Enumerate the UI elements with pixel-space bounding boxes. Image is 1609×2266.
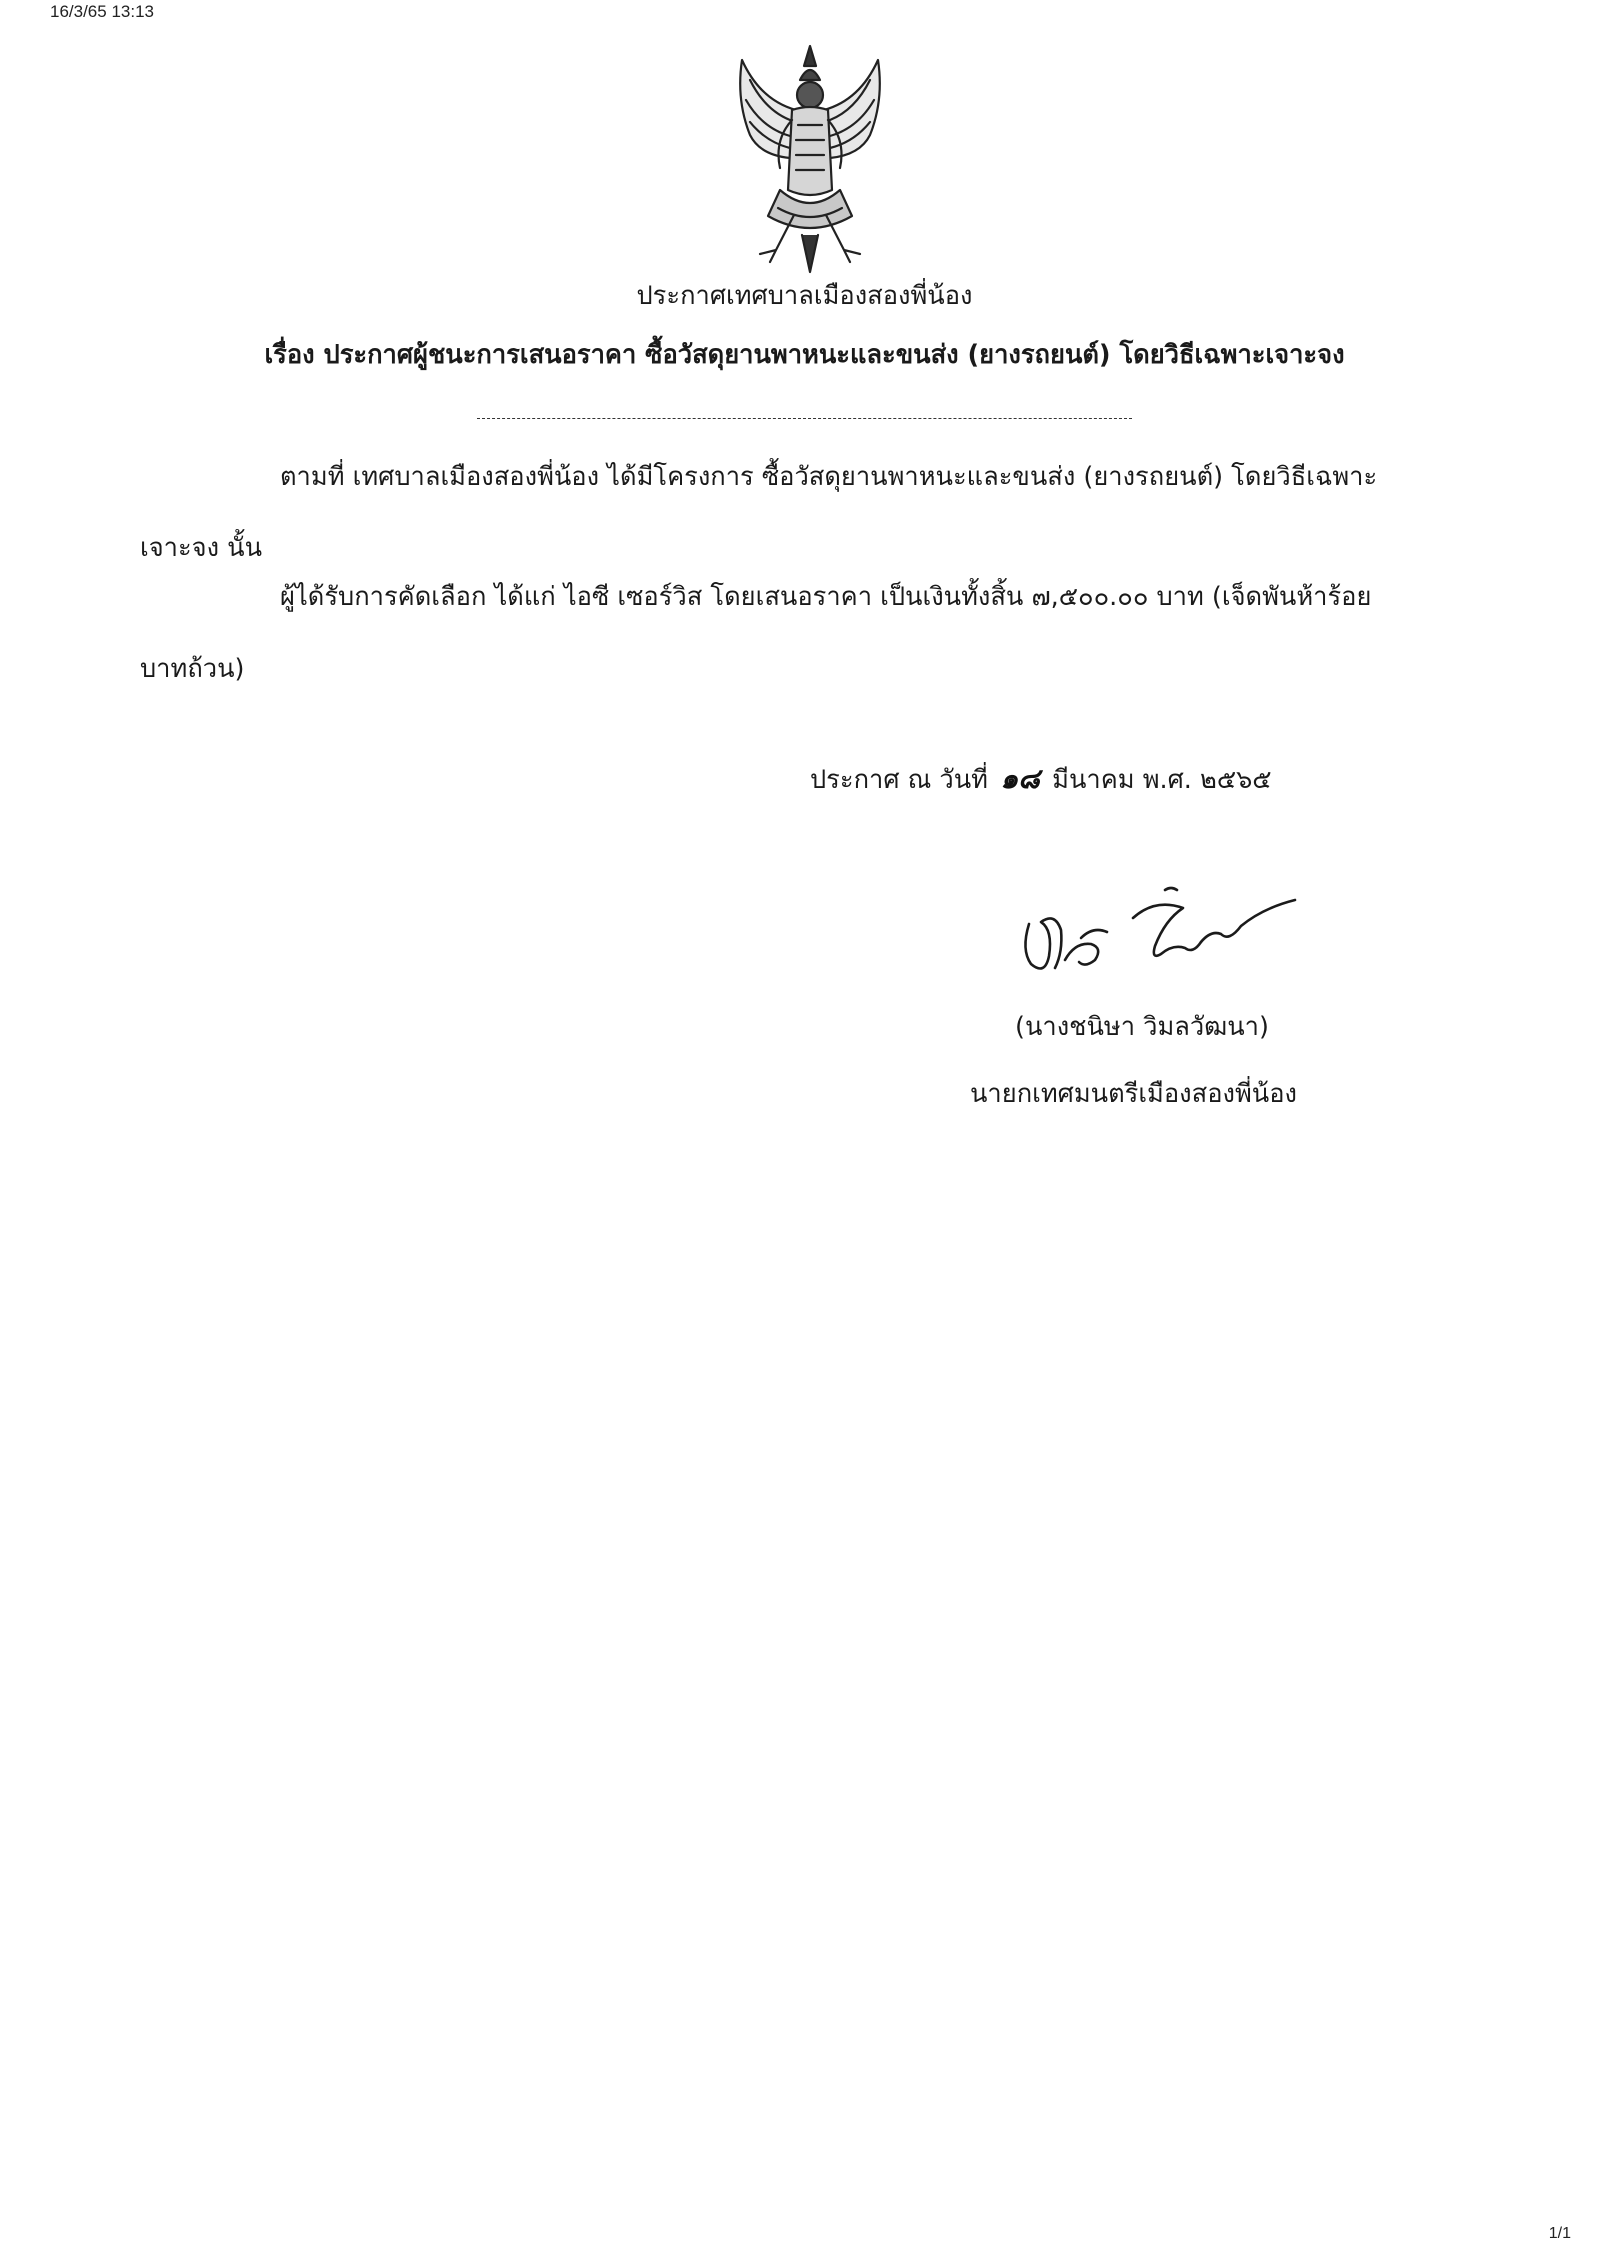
announcement-date [810, 762, 1272, 795]
paragraph-1-line-2: เจาะจง นั้น [140, 533, 263, 563]
signer-name: (นางชนิษา วิมลวัฒนา) [1015, 1012, 1269, 1042]
paragraph-2-line-2: บาทถ้วน) [140, 654, 245, 684]
date-prefix: ประกาศ ณ วันที่ [810, 765, 988, 795]
date-month-year: มีนาคม พ.ศ. ๒๕๖๕ [1052, 765, 1272, 795]
handwritten-signature [1015, 872, 1305, 982]
title-separator [477, 418, 1132, 419]
paragraph-2-line-1: ผู้ได้รับการคัดเลือก ได้แก่ ไอซี เซอร์วิส โดยเสนอราคา เป็นเงินทั้งสิ้น ๗,๕๐๐.๐๐ บาท (เจ็ดพันห้าร้อย [280, 582, 1372, 612]
issuer-title: ประกาศเทศบาลเมืองสองพี่น้อง [636, 281, 973, 311]
garuda-emblem-icon [720, 40, 900, 280]
subject-title: เรื่อง ประกาศผู้ชนะการเสนอราคา ซื้อวัสดุยานพาหนะและขนส่ง (ยางรถยนต์) โดยวิธีเฉพาะเจาะจง [264, 340, 1345, 370]
page-number: 1/1 [1548, 2225, 1571, 2242]
signer-position: นายกเทศมนตรีเมืองสองพี่น้อง [970, 1079, 1297, 1109]
paragraph-1-line-1: ตามที่ เทศบาลเมืองสองพี่น้อง ได้มีโครงการ ซื้อวัสดุยานพาหนะและขนส่ง (ยางรถยนต์) โดยวิธีเฉพาะ [280, 462, 1378, 492]
print-timestamp: 16/3/65 13:13 [50, 2, 154, 21]
date-day-handwritten: ๑๘ [1000, 762, 1040, 795]
